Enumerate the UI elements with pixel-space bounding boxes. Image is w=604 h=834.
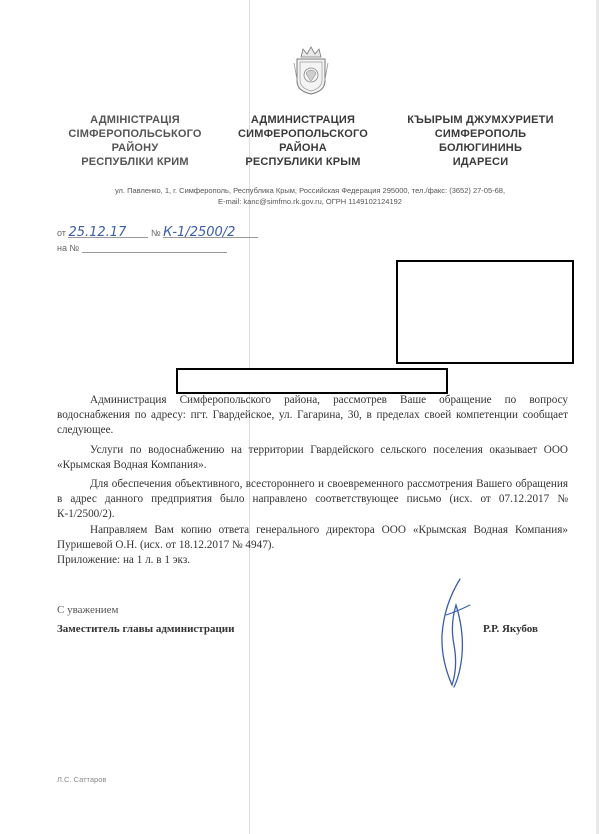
redacted-recipient-box xyxy=(396,260,574,364)
header-cr-line: СИМФЕРОПОЛЬ xyxy=(434,128,527,140)
letter-body xyxy=(57,393,568,568)
header-ua-line: РЕСПУБЛІКИ КРИМ xyxy=(81,156,189,168)
paragraph: Для обеспечения объективного, всестороннего и своевременного рассмотрения Вашего обращения в адрес данного предприятия было направлено соответствующее письмо (исх. от 07.12.2017 № К-1/2500/2). xyxy=(57,478,568,521)
address-block xyxy=(60,185,560,207)
header-cr-line: ИДАРЕСИ xyxy=(452,156,509,168)
handwritten-signature xyxy=(432,575,482,695)
handwritten-number: К-1/2500/2 xyxy=(163,225,236,240)
address-line: E-mail: kanc@simfmo.rk.gov.ru, ОГРН 1149102124192 xyxy=(218,197,402,206)
header-ru-line: СИМФЕРОПОЛЬСКОГО xyxy=(237,128,369,140)
coat-of-arms-emblem xyxy=(293,45,329,95)
header-russian xyxy=(223,113,383,169)
header-ua-line: РАЙОНУ xyxy=(111,142,159,154)
handwritten-date: 25.12.17 xyxy=(68,225,127,240)
attachment-note: Приложение: на 1 л. в 1 экз. xyxy=(57,554,191,567)
header-cr-line: БОЛЮГИНИНЬ xyxy=(438,142,523,154)
scan-edge xyxy=(596,0,599,834)
closing-greeting: С уважением xyxy=(57,604,119,616)
header-ua-line: СІМФЕРОПОЛЬСЬКОГО xyxy=(68,128,202,140)
paragraph: Направляем Вам копию ответа генерального директора ООО «Крымская Водная Компания» Пуришевой О.Н. (исх. от 18.12.2017 № 4947). xyxy=(57,523,568,551)
executor-name: Л.С. Саттаров xyxy=(57,775,107,784)
header-cr-line: КЪЫРЫМ ДЖУМХУРИЕТИ xyxy=(407,114,554,126)
header-crimean-tatar xyxy=(393,113,568,169)
address-line: ул. Павленко, 1, г. Симферополь, Республика Крым, Российская Федерация 295000, тел./факс: (3652) 27-05-68, xyxy=(114,186,506,195)
header-ru-line: РЕСПУБЛИКИ КРЫМ xyxy=(245,156,361,168)
paragraph: Администрация Симферопольского района, рассмотрев Ваше обращение по вопросу водоснабжения по адресу: пгт. Гвардейское, ул. Гагарина, 30, в пределах своей компетенции сообщает следующее. xyxy=(57,394,568,437)
from-label: от xyxy=(57,228,66,238)
reference-field xyxy=(82,240,227,253)
header-ukrainian xyxy=(55,113,215,169)
header-ru-line: АДМИНИСТРАЦИЯ xyxy=(250,114,356,126)
outgoing-registration xyxy=(57,225,258,238)
date-field xyxy=(68,225,148,238)
number-label: № xyxy=(150,228,161,238)
redacted-salutation-box xyxy=(176,368,448,394)
reference-label: на № xyxy=(57,243,80,253)
signer-role: Заместитель главы администрации xyxy=(57,623,235,635)
number-field xyxy=(163,225,258,238)
paragraph: Услуги по водоснабжению на территории Гвардейского сельского поселения оказывает ООО «Крымская Водная Компания». xyxy=(57,443,568,471)
header-ru-line: РАЙОНА xyxy=(279,142,327,154)
signer-name: Р.Р. Якубов xyxy=(483,623,538,635)
header-ua-line: АДМІНІСТРАЦІЯ xyxy=(90,114,180,126)
incoming-reference xyxy=(57,240,227,253)
